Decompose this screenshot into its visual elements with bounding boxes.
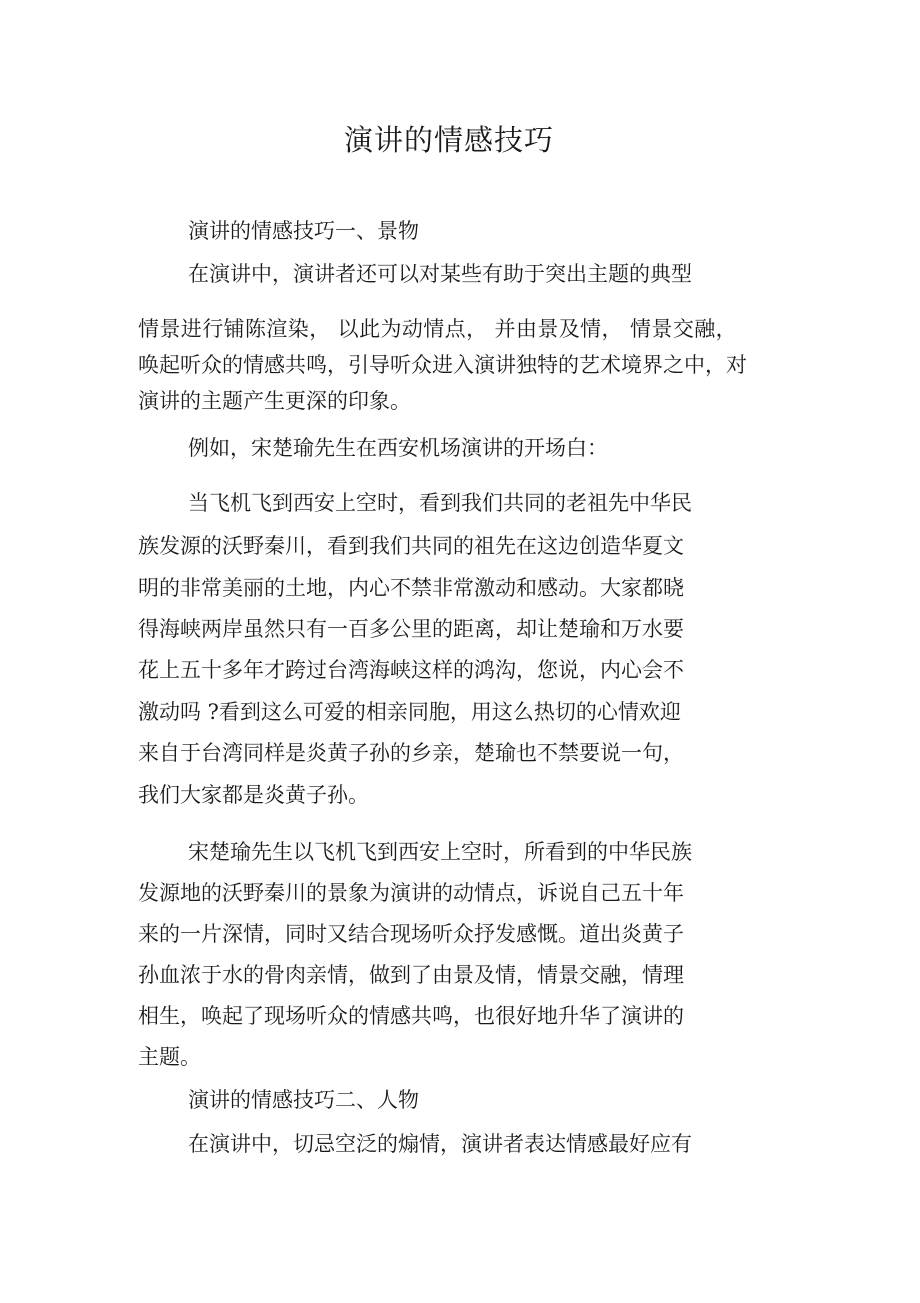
quote-line: 族发源的沃野秦川，看到我们共同的祖先在这边创造华夏文 [138,534,684,558]
section-heading-scenery: 演讲的情感技巧一、景物 [188,219,419,243]
paragraph-line: 例如，宋楚瑜先生在西安机场演讲的开场白： [188,436,608,460]
quote-line: 花上五十多年才跨过台湾海峡这样的鸿沟，您说，内心会不 [138,658,684,682]
paragraph-line: 宋楚瑜先生以飞机飞到西安上空时，所看到的中华民族 [188,840,692,864]
quote-line: 当飞机飞到西安上空时，看到我们共同的老祖先中华民 [188,491,692,515]
quote-line: 激动吗 ?看到这么可爱的相亲同胞，用这么热切的心情欢迎 [138,700,681,724]
quote-line: 得海峡两岸虽然只有一百多公里的距离，却让楚瑜和万水要 [138,617,684,641]
paragraph-line: 演讲的主题产生更深的印象。 [138,389,411,413]
quote-line: 来自于台湾同样是炎黄子孙的乡亲，楚瑜也不禁要说一句， [138,741,684,765]
paragraph-line: 主题。 [138,1045,201,1069]
paragraph-line: 唤起听众的情感共鸣，引导听众进入演讲独特的艺术境界之中，对 [138,353,747,377]
paragraph-line: 在演讲中，演讲者还可以对某些有助于突出主题的典型 [188,262,692,286]
paragraph-line: 发源地的沃野秦川的景象为演讲的动情点，诉说自己五十年 [138,881,684,905]
paragraph-line: 孙血浓于水的骨肉亲情，做到了由景及情，情景交融，情理 [138,963,684,987]
quote-line: 我们大家都是炎黄子孙。 [138,783,369,807]
paragraph-line: 相生，唤起了现场听众的情感共鸣，也很好地升华了演讲的 [138,1004,684,1028]
paragraph-line: 情景进行铺陈渲染， 以此为动情点， 并由景及情， 情景交融， [138,317,738,341]
paragraph-line: 来的一片深情，同时又结合现场听众抒发感慨。道出炎黄子 [138,922,684,946]
section-heading-people: 演讲的情感技巧二、人物 [188,1088,419,1112]
paragraph-line: 在演讲中，切忌空泛的煽情，演讲者表达情感最好应有 [188,1132,692,1156]
document-title: 演讲的情感技巧 [343,123,554,157]
quote-line: 明的非常美丽的土地，内心不禁非常激动和感动。大家都晓 [138,576,684,600]
